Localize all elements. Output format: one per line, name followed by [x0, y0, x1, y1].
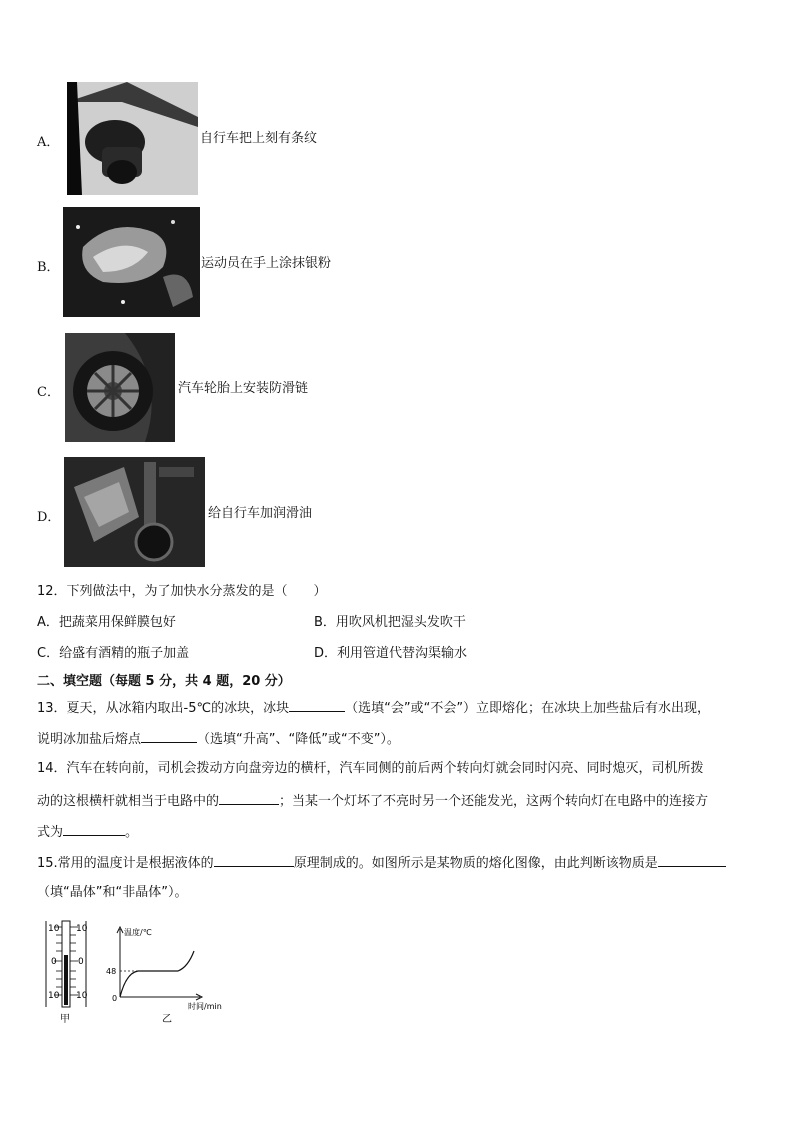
question-13-line-1: [37, 699, 710, 717]
melting-curve: [120, 951, 194, 997]
figure-thermometer-and-graph: [40, 915, 240, 1025]
question-15-line-2: （填“晶体”和“非晶体”）。: [37, 885, 188, 900]
question-15-text: 原理制成的。如图所示是某物质的熔化图像，由此判断该物质是: [293, 856, 658, 871]
question-14-line-3: [37, 823, 138, 841]
option-caption: 给自行车加润滑油: [208, 506, 313, 521]
question-14-text: ；当某一个灯坏了不亮时另一个还能发光，这两个转向灯在电路中的连接方: [279, 794, 709, 809]
option-caption: 汽车轮胎上安装防滑链: [178, 381, 309, 396]
thermometer-label-zero-left: 0: [51, 957, 57, 967]
thermometer-label-bottom-left: 10: [48, 991, 60, 1001]
question-13-text: 13．夏天，从冰箱内取出-5℃的冰块，冰块: [37, 701, 290, 716]
tire-snow-chain-photo: [65, 333, 175, 442]
question-15-line-1: [37, 854, 726, 872]
graph-level-label: 48: [106, 967, 117, 976]
question-12-option-c: C．给盛有酒精的瓶子加盖: [37, 646, 190, 661]
answer-blank[interactable]: [141, 730, 197, 743]
question-14-text: 式为: [37, 825, 64, 840]
graph-ylabel: 温度/℃: [124, 928, 152, 937]
bicycle-handlebar-photo: [67, 82, 198, 195]
question-14-line-1: 14．汽车在转向前，司机会拨动方向盘旁边的横杆，汽车同侧的前后两个转向灯就会同时闪亮、同时熄灭，司机所拨: [37, 761, 704, 776]
section-heading: 二、填空题（每题 5 分，共 4 题，20 分）: [37, 674, 291, 689]
answer-blank[interactable]: [219, 792, 279, 805]
chalked-hands-photo: [63, 207, 200, 317]
question-12-option-b: B．用吹风机把湿头发吹干: [314, 615, 466, 630]
bicycle-oiling-photo: [64, 457, 205, 567]
question-14-text: 。: [125, 825, 139, 840]
option-letter: B．: [37, 260, 60, 275]
answer-blank[interactable]: [214, 854, 294, 867]
question-14-text: 动的这根横杆就相当于电路中的: [37, 794, 220, 809]
question-14-line-2: [37, 792, 708, 810]
figure-caption-yi: 乙: [162, 1014, 172, 1025]
question-12-stem: 12．下列做法中，为了加快水分蒸发的是（ ）: [37, 584, 327, 599]
question-13-text: （选填“会”或“不会”）立即熔化；在冰块上加些盐后有水出现，: [345, 701, 711, 716]
thermometer-label-top-right: 10: [76, 924, 88, 934]
answer-blank[interactable]: [289, 699, 345, 712]
option-caption: 运动员在手上涂抹银粉: [201, 256, 332, 271]
thermometer-label-bottom-right: 10: [76, 991, 88, 1001]
option-letter: A．: [37, 135, 60, 150]
question-12-option-a: A．把蔬菜用保鲜膜包好: [37, 615, 176, 630]
question-15-text: 15.常用的温度计是根据液体的: [37, 856, 214, 871]
graph-origin-label: 0: [112, 994, 118, 1003]
figure-svg: [40, 915, 240, 1025]
option-letter: D．: [37, 510, 61, 525]
question-13-text: （选填“升高”、“降低”或“不变”）。: [197, 732, 400, 747]
melting-graph: [106, 927, 222, 1025]
question-12-option-d: D．利用管道代替沟渠输水: [314, 646, 468, 661]
option-letter: C．: [37, 385, 60, 400]
thermometer: [46, 921, 88, 1025]
question-13-text: 说明冰加盐后熔点: [37, 732, 142, 747]
graph-xlabel: 时间/min: [188, 1002, 222, 1011]
answer-blank[interactable]: [63, 823, 125, 836]
question-13-line-2: [37, 730, 400, 748]
answer-blank[interactable]: [658, 854, 726, 867]
thermometer-label-top-left: 10: [48, 924, 60, 934]
thermometer-label-zero-right: 0: [78, 957, 84, 967]
option-caption: 自行车把上刻有条纹: [200, 131, 318, 146]
figure-caption-jia: 甲: [60, 1014, 70, 1025]
